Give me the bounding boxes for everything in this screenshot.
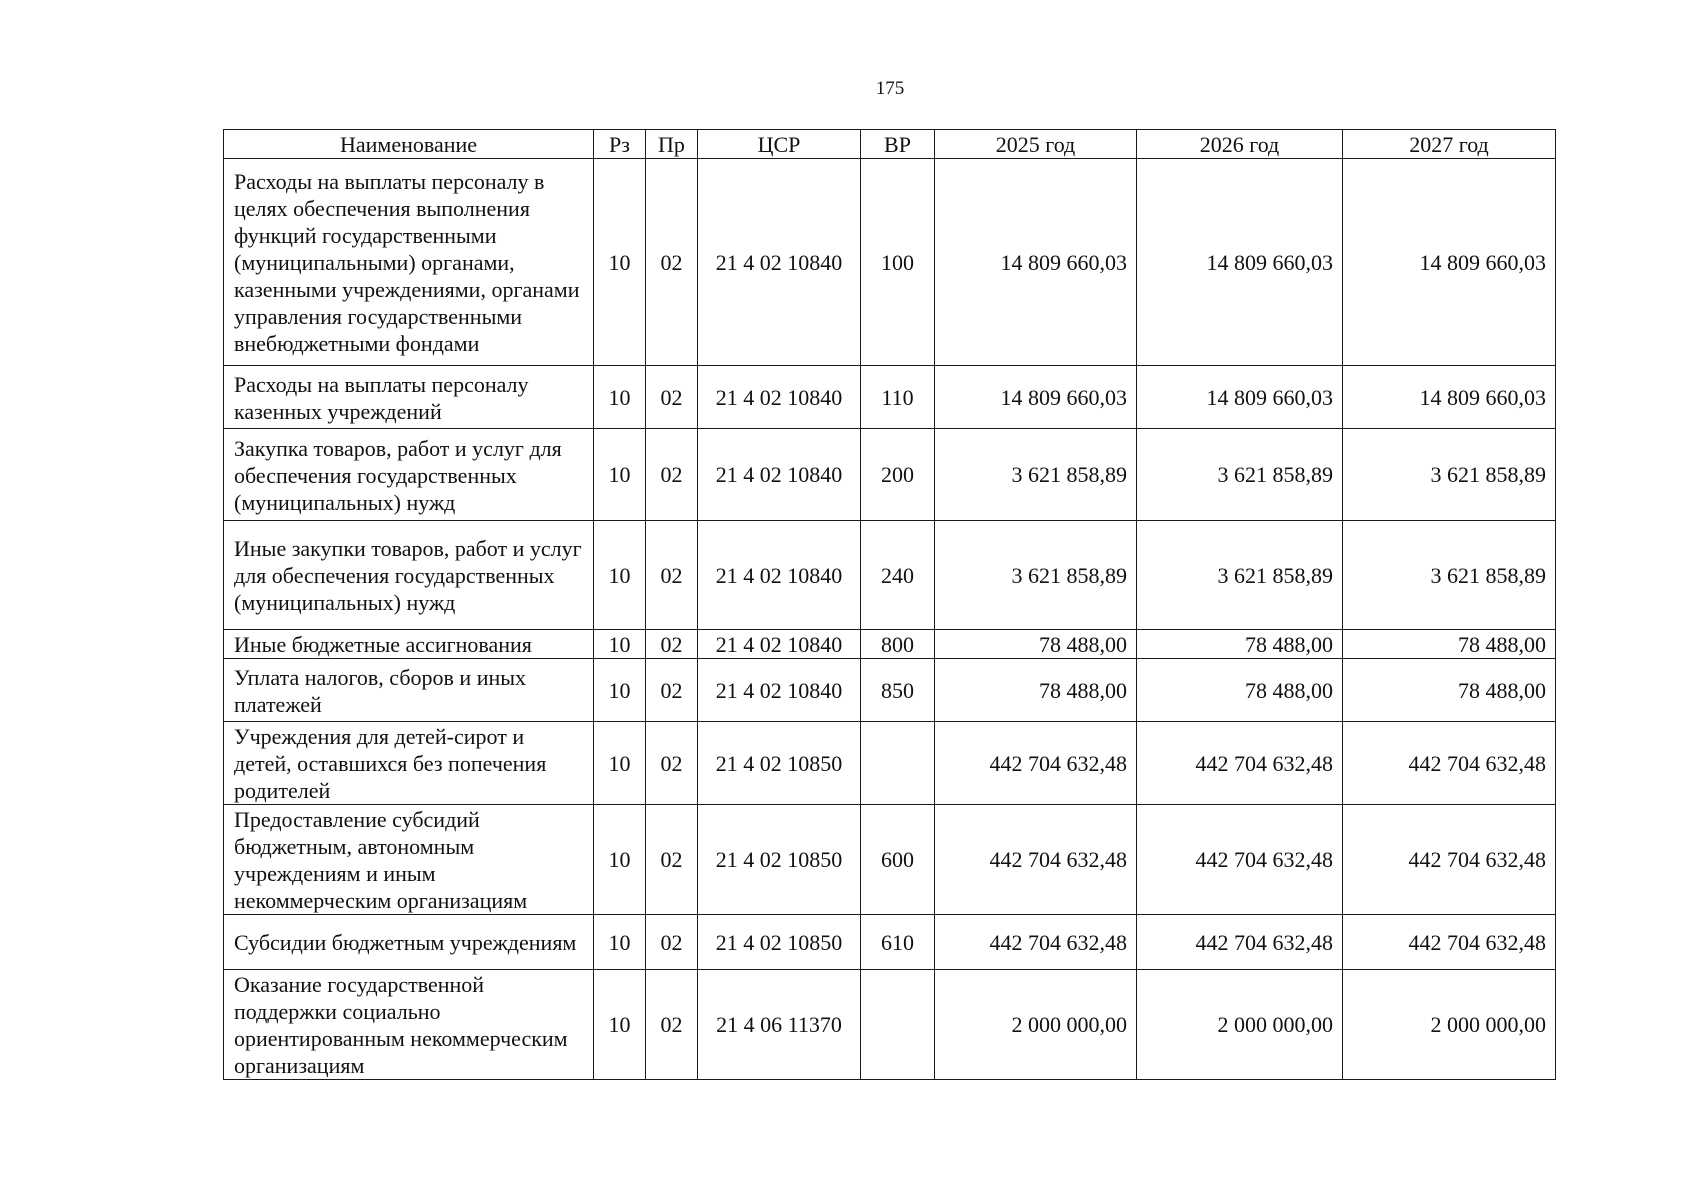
row-csr: 21 4 02 10840: [698, 366, 861, 429]
row-pr: 02: [646, 659, 698, 722]
row-csr: 21 4 02 10840: [698, 521, 861, 630]
row-2026: 78 488,00: [1137, 630, 1343, 659]
row-rz: 10: [594, 659, 646, 722]
row-vr: 800: [861, 630, 935, 659]
row-name: Субсидии бюджетным учреждениям: [224, 915, 594, 970]
row-vr: 850: [861, 659, 935, 722]
row-vr: 610: [861, 915, 935, 970]
row-name: Иные бюджетные ассигнования: [224, 630, 594, 659]
row-2025: 78 488,00: [935, 630, 1137, 659]
row-2026: 442 704 632,48: [1137, 722, 1343, 805]
row-pr: 02: [646, 429, 698, 521]
table-row: [224, 915, 1556, 970]
row-csr: 21 4 02 10840: [698, 630, 861, 659]
row-pr: 02: [646, 722, 698, 805]
header-csr: ЦСР: [698, 130, 861, 159]
table-header-row: [224, 130, 1556, 159]
row-name: Оказание государственной поддержки социально ориентированным некоммерческим организациям: [224, 970, 594, 1080]
row-vr: [861, 722, 935, 805]
row-2025: 442 704 632,48: [935, 915, 1137, 970]
row-name: Предоставление субсидий бюджетным, автономным учреждениям и иным некоммерческим организациям: [224, 805, 594, 915]
row-vr: 200: [861, 429, 935, 521]
row-2026: 14 809 660,03: [1137, 159, 1343, 366]
row-name: Иные закупки товаров, работ и услуг для обеспечения государственных (муниципальных) нужд: [224, 521, 594, 630]
row-pr: 02: [646, 805, 698, 915]
row-2026: 442 704 632,48: [1137, 805, 1343, 915]
row-2027: 3 621 858,89: [1343, 429, 1556, 521]
row-csr: 21 4 02 10840: [698, 159, 861, 366]
row-rz: 10: [594, 521, 646, 630]
row-2026: 3 621 858,89: [1137, 521, 1343, 630]
row-2027: 442 704 632,48: [1343, 805, 1556, 915]
row-2025: 442 704 632,48: [935, 805, 1137, 915]
row-2025: 3 621 858,89: [935, 521, 1137, 630]
row-2027: 442 704 632,48: [1343, 915, 1556, 970]
row-name: Закупка товаров, работ и услуг для обеспечения государственных (муниципальных) нужд: [224, 429, 594, 521]
header-name: Наименование: [224, 130, 594, 159]
table-row: [224, 659, 1556, 722]
row-2027: 2 000 000,00: [1343, 970, 1556, 1080]
row-csr: 21 4 02 10840: [698, 429, 861, 521]
table-row: [224, 722, 1556, 805]
row-2027: 14 809 660,03: [1343, 366, 1556, 429]
row-csr: 21 4 02 10850: [698, 722, 861, 805]
row-vr: 110: [861, 366, 935, 429]
table-row: [224, 970, 1556, 1080]
row-2026: 3 621 858,89: [1137, 429, 1343, 521]
row-2025: 2 000 000,00: [935, 970, 1137, 1080]
row-vr: 240: [861, 521, 935, 630]
row-vr: 100: [861, 159, 935, 366]
row-2025: 14 809 660,03: [935, 366, 1137, 429]
row-rz: 10: [594, 722, 646, 805]
row-pr: 02: [646, 915, 698, 970]
row-name: Расходы на выплаты персоналу казенных учреждений: [224, 366, 594, 429]
row-2027: 78 488,00: [1343, 659, 1556, 722]
row-pr: 02: [646, 970, 698, 1080]
table-row: [224, 159, 1556, 366]
row-rz: 10: [594, 805, 646, 915]
header-2025: 2025 год: [935, 130, 1137, 159]
row-vr: [861, 970, 935, 1080]
row-2025: 3 621 858,89: [935, 429, 1137, 521]
row-rz: 10: [594, 915, 646, 970]
row-rz: 10: [594, 630, 646, 659]
row-pr: 02: [646, 521, 698, 630]
table-row: [224, 366, 1556, 429]
row-name: Учреждения для детей-сирот и детей, оставшихся без попечения родителей: [224, 722, 594, 805]
row-2027: 3 621 858,89: [1343, 521, 1556, 630]
row-2026: 442 704 632,48: [1137, 915, 1343, 970]
row-rz: 10: [594, 159, 646, 366]
row-vr: 600: [861, 805, 935, 915]
row-2025: 78 488,00: [935, 659, 1137, 722]
header-rz: Рз: [594, 130, 646, 159]
header-vr: ВР: [861, 130, 935, 159]
row-2026: 78 488,00: [1137, 659, 1343, 722]
row-rz: 10: [594, 970, 646, 1080]
row-2027: 14 809 660,03: [1343, 159, 1556, 366]
row-2026: 2 000 000,00: [1137, 970, 1343, 1080]
row-pr: 02: [646, 159, 698, 366]
row-2027: 78 488,00: [1343, 630, 1556, 659]
row-name: Уплата налогов, сборов и иных платежей: [224, 659, 594, 722]
row-rz: 10: [594, 366, 646, 429]
row-csr: 21 4 06 11370: [698, 970, 861, 1080]
row-csr: 21 4 02 10850: [698, 915, 861, 970]
row-csr: 21 4 02 10850: [698, 805, 861, 915]
table-row: [224, 805, 1556, 915]
row-pr: 02: [646, 630, 698, 659]
header-2026: 2026 год: [1137, 130, 1343, 159]
header-2027: 2027 год: [1343, 130, 1556, 159]
page-number: 175: [875, 78, 905, 99]
row-2025: 14 809 660,03: [935, 159, 1137, 366]
row-2027: 442 704 632,48: [1343, 722, 1556, 805]
row-pr: 02: [646, 366, 698, 429]
row-name: Расходы на выплаты персоналу в целях обеспечения выполнения функций государственными (муниципальными) органами, казенными учреждениями, органами управления государственными внебюджетными фондами: [224, 159, 594, 366]
row-2026: 14 809 660,03: [1137, 366, 1343, 429]
row-2025: 442 704 632,48: [935, 722, 1137, 805]
table-row: [224, 429, 1556, 521]
row-csr: 21 4 02 10840: [698, 659, 861, 722]
table-row: [224, 630, 1556, 659]
budget-table: [223, 129, 1556, 1080]
header-pr: Пр: [646, 130, 698, 159]
table-row: [224, 521, 1556, 630]
row-rz: 10: [594, 429, 646, 521]
